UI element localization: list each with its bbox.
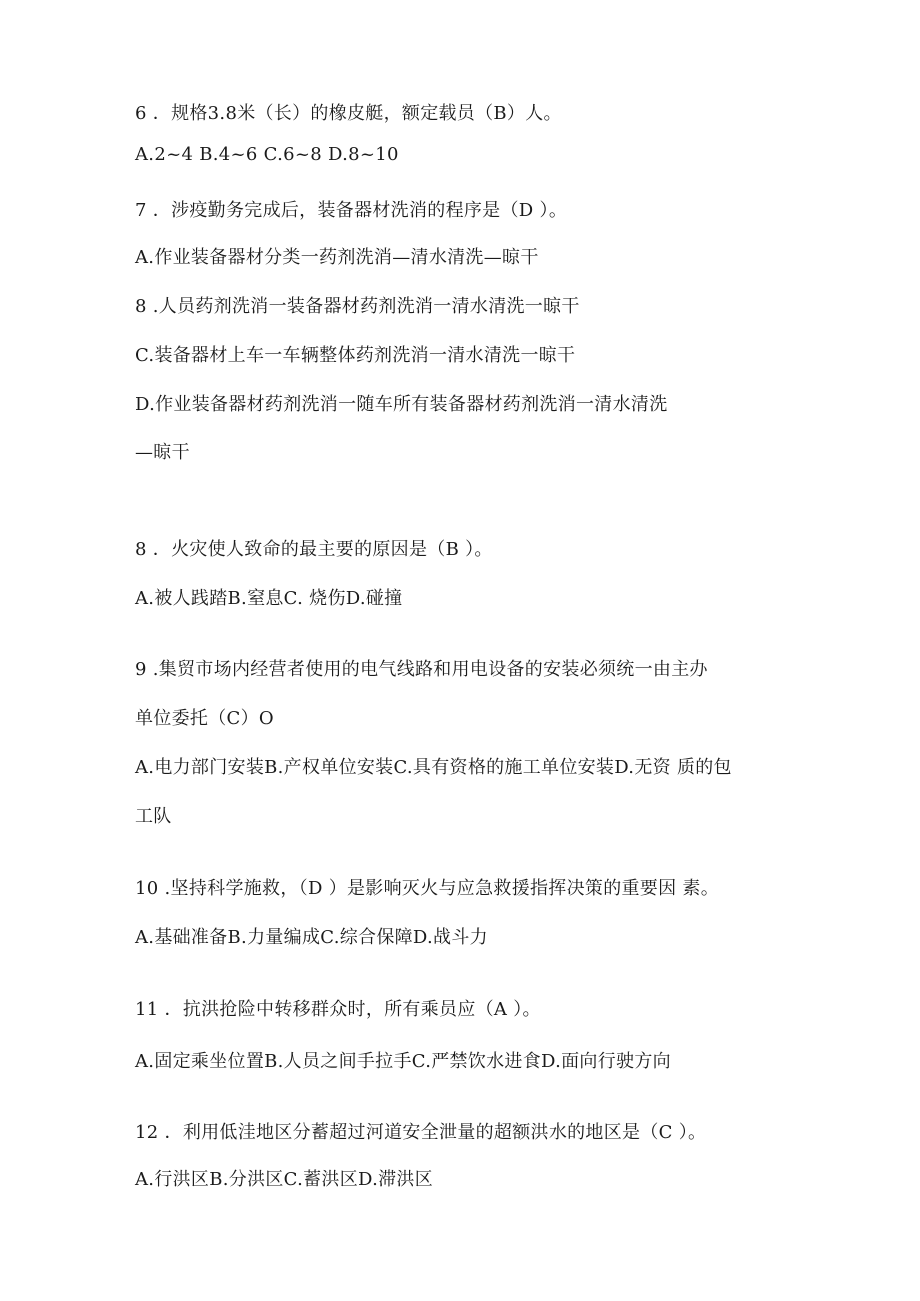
question-6-options: A.2~4 B.4~6 C.6~8 D.8~10 (135, 144, 399, 165)
question-9-options: A.电力部门安装B.产权单位安装C.具有资格的施工单位安装D.无资 质的包 (135, 757, 732, 778)
question-9-continued: 单位委托（C）O (135, 708, 274, 729)
question-9: 9 .集贸市场内经营者使用的电气线路和用电设备的安装必须统一由主办 (135, 659, 708, 680)
question-7-option-a: A.作业装备器材分类一药剂洗消—清水清洗—晾干 (135, 247, 539, 268)
question-7-option-d-continued: —晾干 (135, 442, 190, 463)
question-12-options: A.行洪区B.分洪区C.蓄洪区D.滞洪区 (135, 1169, 434, 1190)
question-9-options-continued: 工队 (135, 806, 172, 827)
question-10: 10 .坚持科学施救，（D ）是影响灭火与应急救援指挥决策的重要因 素。 (135, 878, 720, 899)
question-7: 7 ．涉疫勤务完成后，装备器材洗消的程序是（D ）。 (135, 200, 568, 221)
question-11: 11 ．抗洪抢险中转移群众时，所有乘员应（A ）。 (135, 999, 541, 1020)
question-12: 12 ．利用低洼地区分蓄超过河道安全泄量的超额洪水的地区是（C ）。 (135, 1122, 707, 1143)
question-7-option-b: 8 .人员药剂洗消一装备器材药剂洗消一清水清洗一晾干 (135, 296, 580, 317)
question-8: 8 ．火灾使人致命的最主要的原因是（B ）。 (135, 539, 493, 560)
question-7-option-d: D.作业装备器材药剂洗消一随车所有装备器材药剂洗消一清水清洗 (135, 394, 668, 415)
question-8-options: A.被人践踏B.窒息C. 烧伤D.碰撞 (135, 588, 403, 609)
question-7-option-c: C.装备器材上车一车辆整体药剂洗消一清水清洗一晾干 (135, 345, 576, 366)
question-10-options: A.基础准备B.力量编成C.综合保障D.战斗力 (135, 927, 488, 948)
question-11-options: A.固定乘坐位置B.人员之间手拉手C.严禁饮水进食D.面向行驶方向 (135, 1051, 671, 1072)
question-6: 6 ．规格3.8米（长）的橡皮艇，额定载员（B）人。 (135, 103, 562, 124)
